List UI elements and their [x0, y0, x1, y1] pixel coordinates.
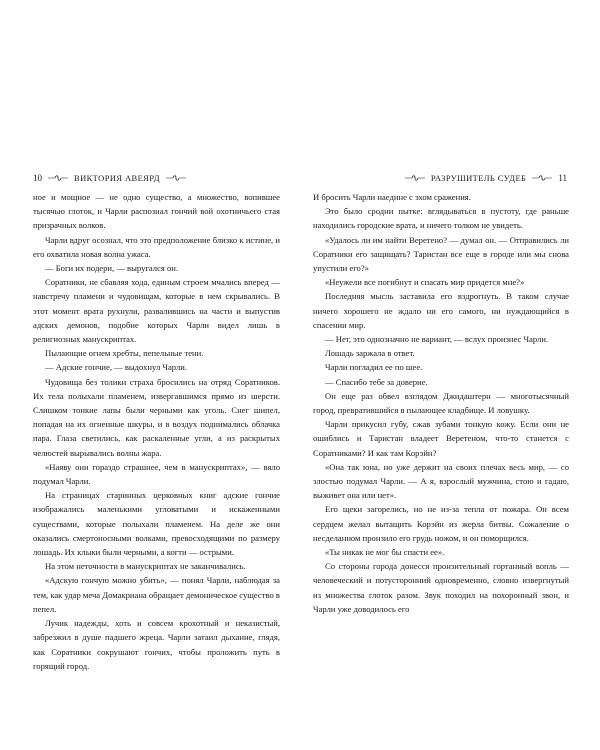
flourish-ornament-icon: [531, 172, 553, 186]
left-page-body: [33, 190, 280, 673]
right-running-head: РАЗРУШИТЕЛЬ СУДЕБ: [430, 173, 527, 183]
left-page-number: 10: [33, 173, 42, 183]
paragraph: Со стороны города донесся пронзительный гортанный вопль — человеческий и потусторонний одновременно, словно извергнутый из множества глоток разом. Звук походил на похоронный звон, и Чарли уже доводилось его: [313, 561, 569, 614]
paragraph: Чарли вдруг осознал, что это предположение близко к истине, и его охватила новая волна ужаса.: [33, 234, 280, 259]
paragraph: — Нет, это однозначно не вариант, — вслух произнес Чарли.: [325, 334, 549, 345]
paragraph: — Спасибо тебе за доверие.: [325, 376, 428, 387]
paragraph: Чудовища без толики страха бросились на отряд Соратников. Их тела полыхали пламенем, извергавшимся прямо из шерсти. Слишком тонкие лапы были черными как уголь. Снег шипел, попадая на их огненные шкуры, и в воздух поднимались облачка пара. Глаза светились, как раскаленные угли, а из раскрытых челюстей вырывались волны жара.: [33, 376, 280, 458]
paragraph: Его щеки загорелись, но не из-за тепла от пожара. Он всем сердцем желал вытащить Корэйн из жерла битвы. Сожаление о несделанном пронзило его грудь ножом, и он поморщился.: [313, 504, 569, 543]
paragraph: Это было сродни пытке: вглядываться в пустоту, где раньше находились городские врата, и ничего толком не увидеть.: [313, 206, 569, 231]
paragraph: Последняя мысль заставила его вздрогнуть. В таком случае ничего хорошего не ждало ни его самого, ни нуждающийся в спасении мир.: [313, 291, 569, 330]
flourish-ornament-icon: [404, 172, 426, 186]
paragraph: — Адские гончие, — выдохнул Чарли.: [45, 362, 188, 373]
paragraph: Чарли прикусил губу, сжав зубами тонкую кожу. Если они не ошиблись и Таристан владеет Веретеном, что-то станется с Соратниками? И как там Корэйн?: [313, 419, 569, 458]
paragraph: На этом неточности в манускриптах не заканчивались.: [45, 561, 246, 572]
left-page-header: [33, 171, 192, 185]
paragraph: Он еще раз обвел взглядом Джидаштерн — многотысячный город, превратившийся в пылающее кладбище. И ловушку.: [313, 390, 569, 416]
paragraph: Пылающие огнем хребты, пепельные тени.: [45, 348, 204, 359]
right-page-body: [313, 190, 569, 616]
right-page: [300, 0, 600, 750]
paragraph: ное и мощное — не одно существо, а множество, вопившее тысячью глоток, и Чарли распознал гончий вой охотничьего стая призрачных волков.: [33, 192, 280, 231]
paragraph: Лучик надежды, хоть и совсем крохотный и неказистый, забрезжил в душе падшего жреца. Чарли затаил дыхание, глядя, как Соратники сокрушают гончих, чтобы проложить путь в горящий город.: [33, 618, 280, 671]
paragraph: «Неужели все погибнут и спасать мир придется мне?»: [325, 277, 525, 288]
paragraph: Лошадь заржала в ответ.: [325, 348, 415, 359]
right-page-number: 11: [558, 173, 567, 183]
paragraph: На страницах старинных церковных книг адские гончие изображались маленькими угловатыми и искаженными существами, которые полыхали пламенем. На деле же они оказались смертоносными волками, превосходящими по размеру лошадь. Их клыки были черными, а когти — острыми.: [33, 490, 280, 558]
paragraph: «Удалось ли им найти Веретено? — думал он. — Отправились ли Соратники его защищать? Таристан все еще в городе или мы снова упустили его?»: [313, 234, 569, 274]
paragraph: «Она так юна, но уже держит на своих плечах весь мир, — со злостью подумал Чарли. — А я, взрослый мужчина, стою и гадаю, выживет она или нет».: [313, 461, 569, 501]
left-running-head: ВИКТОРИЯ АВЕЯРД: [74, 173, 160, 183]
paragraph: Чарли погладил ее по шее.: [325, 362, 423, 373]
paragraph: «Адскую гончую можно убить», — понял Чарли, наблюдая за тем, как удар меча Домакриана обращает демоническое существо в пепел.: [33, 575, 280, 614]
paragraph: — Боги их подери, — выругался он.: [45, 263, 179, 274]
paragraph: Соратники, не сбавляя хода, единым строем мчались вперед — навстречу пламени и чудовищам, которые в нем скрывались. В этот момент врата рухнули, развалившись на части и выпустив адских демонов, подобие которых Чарли видел лишь в религиозных манускриптах.: [33, 277, 280, 345]
right-page-header: [399, 171, 567, 185]
paragraph: «Ты никак не мог бы спасти ее».: [325, 547, 445, 558]
paragraph: «Наяву они гораздо страшнее, чем в манускриптах», — вяло подумал Чарли.: [33, 461, 280, 487]
flourish-ornament-icon: [47, 172, 69, 186]
paragraph: И бросить Чарли наедине с эхом сражения.: [313, 192, 471, 202]
flourish-ornament-icon: [165, 172, 187, 186]
